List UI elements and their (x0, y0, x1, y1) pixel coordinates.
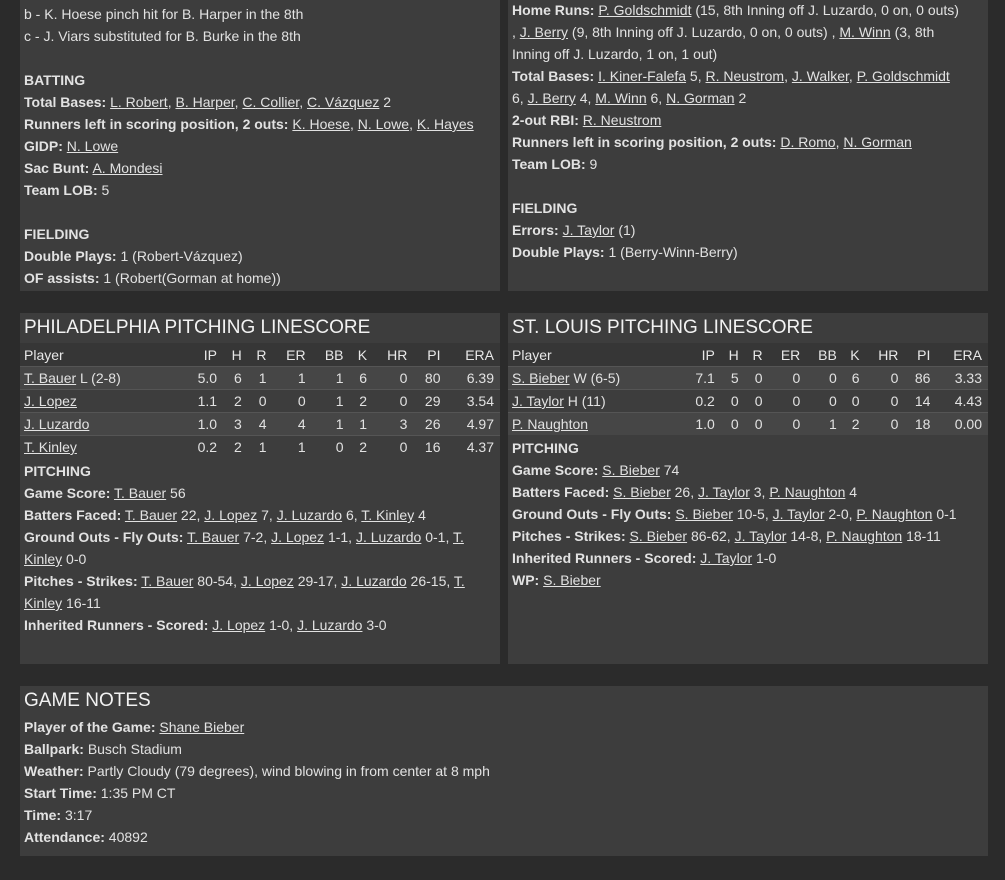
weather-line: Weather: Partly Cloudy (79 degrees), wind blowing in from center at 8 mph (24, 763, 490, 779)
go-fo-line: Ground Outs - Fly Outs: T. Bauer 7-2, J. Lopez 1-1, J. Luzardo 0-1, T. (24, 529, 464, 545)
stl-pitching-panel (508, 313, 988, 664)
stat-cell: 14 (904, 390, 936, 413)
stat-cell: 0 (769, 413, 807, 436)
column-header: ERA (446, 343, 500, 367)
player-link[interactable]: S. Bieber (613, 484, 671, 500)
player-link[interactable]: J. Taylor (700, 550, 753, 566)
stat-cell: 5 (721, 367, 745, 390)
inherited-runners-line: Inherited Runners - Scored: J. Taylor 1-0 (512, 550, 777, 566)
stat-cell: 4 (248, 413, 273, 436)
player-link[interactable]: T. Kinley (361, 507, 415, 523)
stat-cell: 0.00 (936, 413, 988, 436)
stat-cell: 0.2 (184, 436, 223, 459)
player-link[interactable]: J. Taylor (512, 393, 564, 409)
player-link[interactable]: T. Bauer (187, 529, 240, 545)
player-link[interactable]: J. Luzardo (276, 507, 343, 523)
stat-cell: 3 (223, 413, 248, 436)
player-link[interactable]: J. Taylor (562, 222, 615, 238)
player-link[interactable]: J. Berry (527, 90, 576, 106)
game-time-line: Time: 3:17 (24, 807, 93, 823)
stat-cell: 0 (806, 390, 843, 413)
player-link[interactable]: P. Goldschmidt (598, 2, 692, 18)
column-header: BB (312, 343, 350, 367)
player-link[interactable]: N. Gorman (666, 90, 735, 106)
column-header: Player (20, 343, 184, 367)
player-link[interactable]: R. Neustrom (705, 68, 785, 84)
player-link[interactable]: T. Kinley (24, 439, 77, 455)
stat-cell: 1 (312, 367, 350, 390)
column-header: HR (866, 343, 905, 367)
pitching-notes-title: PITCHING (512, 440, 579, 456)
stat-cell: 29 (413, 390, 446, 413)
fielding-section-title: FIELDING (512, 200, 578, 216)
stat-cell: 0.2 (683, 390, 721, 413)
errors-line: Errors: J. Taylor (1) (512, 222, 636, 238)
game-notes-panel (20, 686, 988, 856)
player-link[interactable]: Shane Bieber (159, 719, 245, 735)
player-link[interactable]: S. Bieber (602, 462, 660, 478)
stat-cell: 4 (273, 413, 312, 436)
total-bases-line: Total Bases: L. Robert, B. Harper, C. Collier, C. Vázquez 2 (24, 94, 392, 110)
double-plays-line: Double Plays: 1 (Berry-Winn-Berry) (512, 244, 738, 260)
double-plays-line: Double Plays: 1 (Robert-Vázquez) (24, 248, 243, 264)
player-link[interactable]: J. Taylor (698, 484, 750, 500)
rlisp-line: Runners left in scoring position, 2 outs: D. Romo, N. Gorman (512, 134, 912, 150)
phi-pitching-table (20, 343, 500, 458)
stat-cell: 0 (373, 390, 413, 413)
decision: W (6-5) (569, 370, 621, 386)
player-link[interactable]: K. Hayes (416, 116, 474, 132)
player-link[interactable]: T. (453, 529, 464, 545)
go-fo-line: Ground Outs - Fly Outs: S. Bieber 10-5, J. Taylor 2-0, P. Naughton 0-1 (512, 506, 957, 522)
stat-cell: 0 (248, 390, 273, 413)
column-header: ERA (936, 343, 988, 367)
player-link[interactable]: K. Hoese (292, 116, 350, 132)
stat-cell: 1 (248, 367, 273, 390)
batting-section-title: BATTING (24, 72, 86, 88)
pitches-strikes-line: Pitches - Strikes: T. Bauer 80-54, J. Lopez 29-17, J. Luzardo 26-15, T. (24, 573, 465, 589)
pitches-strikes-line: Pitches - Strikes: S. Bieber 86-62, J. Taylor 14-8, P. Naughton 18-11 (512, 528, 941, 544)
stat-cell: 3.33 (936, 367, 988, 390)
start-time-line: Start Time: 1:35 PM CT (24, 785, 176, 801)
player-link[interactable]: J. Lopez (212, 617, 266, 633)
player-link[interactable]: J. Lopez (240, 573, 294, 589)
player-link[interactable]: T. Bauer (141, 573, 194, 589)
stat-cell: 3 (373, 413, 413, 436)
stat-cell: 0 (866, 367, 905, 390)
column-header: PI (904, 343, 936, 367)
stat-cell: 6 (350, 367, 374, 390)
stat-cell: 0 (745, 413, 769, 436)
phi-pitching-title: PHILADELPHIA PITCHING LINESCORE (24, 317, 371, 338)
stat-cell: 1 (806, 413, 843, 436)
gidp-line: GIDP: N. Lowe (24, 138, 119, 154)
column-header: K (350, 343, 374, 367)
player-link[interactable]: P. Naughton (512, 416, 589, 432)
table-row (20, 367, 500, 390)
stat-cell: 7.1 (683, 367, 721, 390)
home-batting-notes-panel: Home Runs: P. Goldschmidt (15, 8th Inning off J. Luzardo, 0 on, 0 outs) , J. Berry (9, 8th Inning off J. Luzardo, 0 on, 0 outs) , M. Winn (3, 8th Inning off J. Luzardo, 1 on, 1 out) Total Bases: I. Kiner-Falefa 5, R. Neustrom, J. Walker, P. Goldschmidt 6, J. Berry 4, M. Winn 6, N. Gorman 2 2-out RBI: R. Neustrom Runners left in scoring position, 2 outs: D. Romo, N. Gorman Team LOB: 9 FIELDING Errors: J. Taylor (1) Double Plays: 1 (Berry-Winn-Berry) (508, 0, 988, 291)
table-row (20, 413, 500, 436)
player-link[interactable]: S. Bieber (675, 506, 733, 522)
of-assists-line: OF assists: 1 (Robert(Gorman at home)) (24, 270, 281, 286)
player-link[interactable]: I. Kiner-Falefa (598, 68, 687, 84)
stat-cell: 1 (312, 413, 350, 436)
player-link[interactable]: J. Luzardo (24, 416, 90, 432)
stat-cell: 0 (373, 436, 413, 459)
player-link[interactable]: T. (453, 573, 465, 589)
column-header: IP (683, 343, 721, 367)
stat-cell: 0 (843, 390, 866, 413)
player-link[interactable]: P. Naughton (856, 506, 933, 522)
stat-cell: 0 (769, 367, 807, 390)
player-link[interactable]: J. Lopez (24, 393, 77, 409)
player-link[interactable]: J. Luzardo (355, 529, 422, 545)
column-header: R (248, 343, 273, 367)
stat-cell: 0 (373, 367, 413, 390)
stat-cell: 6.39 (446, 367, 500, 390)
column-header: ER (769, 343, 807, 367)
total-bases-line: Total Bases: I. Kiner-Falefa 5, R. Neustrom, J. Walker, P. Goldschmidt (512, 68, 950, 84)
stat-cell: 0 (745, 367, 769, 390)
stat-cell: 4.97 (446, 413, 500, 436)
stat-cell: 2 (350, 436, 374, 459)
stat-cell: 2 (350, 390, 374, 413)
stat-cell: 0 (866, 390, 905, 413)
stat-cell: 2 (843, 413, 866, 436)
pitching-notes-title: PITCHING (24, 463, 91, 479)
column-header: H (721, 343, 745, 367)
table-row (20, 390, 500, 413)
team-lob-line: Team LOB: 9 (512, 156, 598, 172)
player-link[interactable]: N. Gorman (843, 134, 912, 150)
away-batting-notes-panel (20, 0, 500, 291)
column-header: PI (413, 343, 446, 367)
ballpark-line: Ballpark: Busch Stadium (24, 741, 182, 757)
stl-pitching-table (508, 343, 988, 435)
stat-cell: 1 (312, 390, 350, 413)
game-notes-title: GAME NOTES (24, 690, 151, 711)
player-link[interactable]: J. Walker (791, 68, 849, 84)
player-link[interactable]: T. Bauer (24, 370, 77, 386)
game-score-line: Game Score: S. Bieber 74 (512, 462, 680, 478)
player-link[interactable]: S. Bieber (512, 370, 570, 386)
column-header: K (843, 343, 866, 367)
player-link[interactable]: J. Berry (519, 24, 569, 40)
attendance-line: Attendance: 40892 (24, 829, 148, 845)
stat-cell: 0 (273, 390, 312, 413)
stat-cell: 26 (413, 413, 446, 436)
wild-pitch-line: WP: S. Bieber (512, 572, 601, 588)
stat-cell: 0 (769, 390, 807, 413)
stat-cell: 1 (273, 367, 312, 390)
stat-cell: 0 (866, 413, 905, 436)
stat-cell: 80 (413, 367, 446, 390)
column-header: HR (373, 343, 413, 367)
table-row (508, 413, 988, 436)
player-link[interactable]: P. Goldschmidt (856, 68, 950, 84)
fielding-section-title: FIELDING (24, 226, 90, 242)
column-header: H (223, 343, 248, 367)
phi-pitching-panel: PHILADELPHIA PITCHING LINESCORE Player IP H R ER BB K HR PI ERA T. Bauer L (2-8) 5.0 6 1 1 1 6 0 80 6.39 J. Lopez 1.1 2 0 0 1 2 0 29 3.54 J. Luzardo 1.0 3 4 4 1 1 3 26 4.97 T. Kinley 0.2 2 1 1 0 2 0 16 4.37 PITCHING Game Score: T. Bauer 56 Batters Faced: T. Bauer 22, J. Lopez 7, J. Luzardo 6, T. Kinley 4 Ground Outs - Fly Outs: T. Bauer 7-2, J. Lopez 1-1, J. Luzardo 0-1, T. Kinley 0-0 Pitches - Strikes: T. Bauer 80-54, J. Lopez 29-17, J. Luzardo 26-15, T. Kinley 16-11 Inherited Runners - Scored: J. Lopez 1-0, J. Luzardo 3-0 (20, 313, 500, 664)
player-link[interactable]: J. Lopez (271, 529, 325, 545)
player-link[interactable]: C. Collier (242, 94, 300, 110)
player-link[interactable]: L. Robert (110, 94, 168, 110)
table-row (508, 367, 988, 390)
player-link[interactable]: D. Romo (780, 134, 836, 150)
player-link[interactable]: M. Winn (839, 24, 891, 40)
team-lob-line: Team LOB: 5 (24, 182, 110, 198)
stat-cell: 6 (223, 367, 248, 390)
column-header: Player (508, 343, 683, 367)
player-link[interactable]: R. Neustrom (582, 112, 662, 128)
column-header: BB (806, 343, 843, 367)
decision: L (2-8) (76, 370, 121, 386)
batters-faced-line: Batters Faced: T. Bauer 22, J. Lopez 7, J. Luzardo 6, T. Kinley 4 (24, 507, 426, 523)
stat-cell: 1.0 (184, 413, 223, 436)
stat-cell: 5.0 (184, 367, 223, 390)
game-score-line: Game Score: T. Bauer 56 (24, 485, 186, 501)
player-link[interactable]: Kinley (24, 595, 63, 611)
player-link[interactable]: P. Naughton (769, 484, 846, 500)
rlisp-line: Runners left in scoring position, 2 outs: K. Hoese, N. Lowe, K. Hayes (24, 116, 474, 132)
stat-cell: 1.0 (683, 413, 721, 436)
inherited-runners-line: Inherited Runners - Scored: J. Lopez 1-0, J. Luzardo 3-0 (24, 617, 387, 633)
player-link[interactable]: M. Winn (595, 90, 647, 106)
stl-pitching-title: ST. LOUIS PITCHING LINESCORE (512, 317, 813, 338)
stat-cell: 4.37 (446, 436, 500, 459)
sub-note: c - J. Viars substituted for B. Burke in the 8th (24, 28, 301, 44)
stat-cell: 4.43 (936, 390, 988, 413)
player-link[interactable]: J. Taylor (772, 506, 825, 522)
stat-cell: 86 (904, 367, 936, 390)
stat-cell: 6 (843, 367, 866, 390)
player-link[interactable]: T. Bauer (124, 507, 178, 523)
table-row (20, 436, 500, 459)
stat-cell: 0 (745, 390, 769, 413)
player-link[interactable]: N. Lowe (66, 138, 119, 154)
player-link[interactable]: P. Naughton (826, 528, 903, 544)
table-row (508, 390, 988, 413)
player-link[interactable]: C. Vázquez (306, 94, 380, 110)
player-link[interactable]: A. Mondesi (92, 160, 163, 176)
player-of-game-line: Player of the Game: Shane Bieber (24, 719, 245, 735)
player-link[interactable]: N. Lowe (357, 116, 410, 132)
stat-cell: 3.54 (446, 390, 500, 413)
stat-cell: 1 (273, 436, 312, 459)
home-runs-line: Home Runs: P. Goldschmidt (15, 8th Inning off J. Luzardo, 0 on, 0 outs) (512, 2, 959, 18)
sub-note: b - K. Hoese pinch hit for B. Harper in the 8th (24, 6, 304, 22)
player-link[interactable]: Kinley (24, 551, 63, 567)
stat-cell: 0 (721, 413, 745, 436)
stat-cell: 2 (223, 390, 248, 413)
player-link[interactable]: J. Taylor (734, 528, 787, 544)
player-link[interactable]: B. Harper (175, 94, 235, 110)
column-header: IP (184, 343, 223, 367)
stat-cell: 18 (904, 413, 936, 436)
player-link[interactable]: J. Luzardo (341, 573, 407, 589)
stat-cell: 0 (721, 390, 745, 413)
player-link[interactable]: T. Bauer (114, 485, 167, 501)
stat-cell: 2 (223, 436, 248, 459)
player-link[interactable]: J. Luzardo (297, 617, 363, 633)
stat-cell: 1 (248, 436, 273, 459)
player-link[interactable]: J. Lopez (204, 507, 258, 523)
stat-cell: 1.1 (184, 390, 223, 413)
stat-cell: 16 (413, 436, 446, 459)
column-header: ER (273, 343, 312, 367)
sac-bunt-line: Sac Bunt: A. Mondesi (24, 160, 163, 176)
player-link[interactable]: S. Bieber (629, 528, 688, 544)
decision: H (11) (563, 393, 606, 409)
stat-cell: 1 (350, 413, 374, 436)
two-out-rbi-line: 2-out RBI: R. Neustrom (512, 112, 662, 128)
column-header: R (745, 343, 769, 367)
stat-cell: 0 (312, 436, 350, 459)
player-link[interactable]: S. Bieber (543, 572, 601, 588)
batters-faced-line: Batters Faced: S. Bieber 26, J. Taylor 3, P. Naughton 4 (512, 484, 858, 500)
stat-cell: 0 (806, 367, 843, 390)
